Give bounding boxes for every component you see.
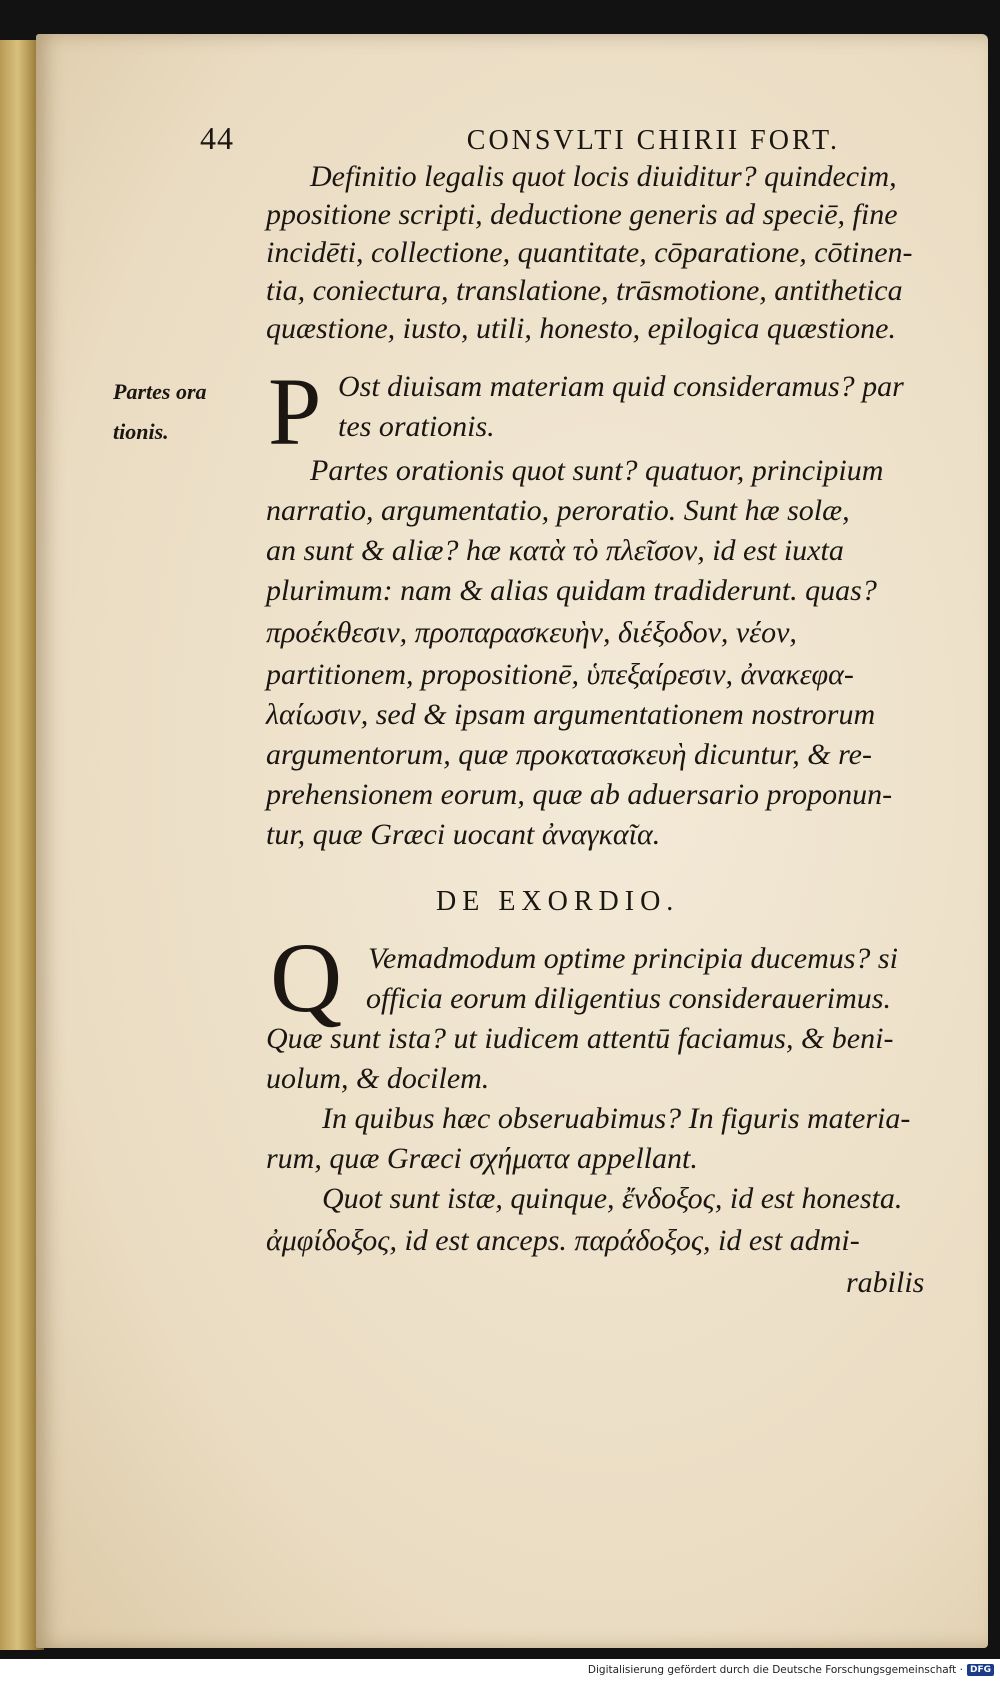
- text-line: uolum, & docilem.: [266, 1062, 490, 1095]
- text-line: quæstione, iusto, utili, honesto, epilogica quæstione.: [266, 312, 896, 345]
- drop-cap-q: Q: [270, 922, 343, 1033]
- text-line: prehensionem eorum, quæ ab aduersario proponun-: [266, 778, 893, 811]
- text-line: Quæ sunt ista? ut iudicem attentū faciamus, & beni-: [266, 1022, 894, 1055]
- text-line: ppositione scripti, deductione generis ad speciē, fine: [266, 198, 898, 231]
- text-line: incidēti, collectione, quantitate, cōparatione, cōtinen-: [266, 236, 913, 269]
- text-line: narratio, argumentatio, peroratio. Sunt hæ solæ,: [266, 494, 850, 527]
- text-line: tur, quæ Græci uocant ἀναγκαῖα.: [266, 818, 661, 851]
- running-head: CONSVLTI CHIRII FORT.: [466, 125, 840, 156]
- text-line: rum, quæ Græci σχήματα appellant.: [266, 1142, 698, 1175]
- dfg-logo: DFG: [967, 1664, 994, 1676]
- text-line: Vemadmodum optime principia ducemus? si: [368, 942, 898, 975]
- margin-note-line: tionis.: [113, 419, 169, 444]
- text-line: officia eorum diligentius considerauerimus.: [366, 982, 891, 1015]
- text-line: tes orationis.: [338, 410, 495, 443]
- margin-note: [113, 372, 253, 452]
- text-line: In quibus hæc obseruabimus? In figuris materia-: [322, 1102, 911, 1135]
- digitization-credit-bar: [0, 1659, 1000, 1681]
- text-line: argumentorum, quæ προκατασκευὴ dicuntur, & re-: [266, 738, 872, 771]
- digitization-credit: Digitalisierung gefördert durch die Deutsche Forschungsgemeinschaft ·: [587, 1664, 963, 1676]
- margin-note-line: Partes ora: [113, 379, 207, 404]
- text-line: Ost diuisam materiam quid consideramus? par: [338, 370, 904, 403]
- text-line: Quot sunt istæ, quinque, ἔνδοξος, id est honesta.: [322, 1182, 903, 1215]
- text-line: rabilis: [846, 1266, 925, 1299]
- text-line: ἀμφίδοξος, id est anceps. παράδοξος, id est admi-: [266, 1224, 860, 1257]
- text-line: partitionem, propositionē, ὑπεξαίρεσιν, ἀνακεφα-: [266, 658, 854, 691]
- drop-cap-p: P: [268, 358, 322, 465]
- text-line: an sunt & aliæ? hæ κατὰ τὸ πλεῖσον, id est iuxta: [266, 534, 844, 567]
- page-number: 44: [200, 120, 234, 156]
- section-heading: DE EXORDIO.: [436, 886, 680, 917]
- text-line: προέκθεσιν, προπαρασκευὴν, διέξοδον, νέον,: [266, 616, 797, 649]
- text-line: Definitio legalis quot locis diuiditur? quindecim,: [310, 160, 897, 193]
- text-line: tia, coniectura, translatione, trāsmotione, antithetica: [266, 274, 903, 307]
- text-line: plurimum: nam & alias quidam tradiderunt. quas?: [266, 574, 877, 607]
- text-line: Partes orationis quot sunt? quatuor, principium: [310, 454, 884, 487]
- page-header: [200, 120, 840, 157]
- text-line: λαίωσιν, sed & ipsam argumentationem nostrorum: [266, 698, 876, 731]
